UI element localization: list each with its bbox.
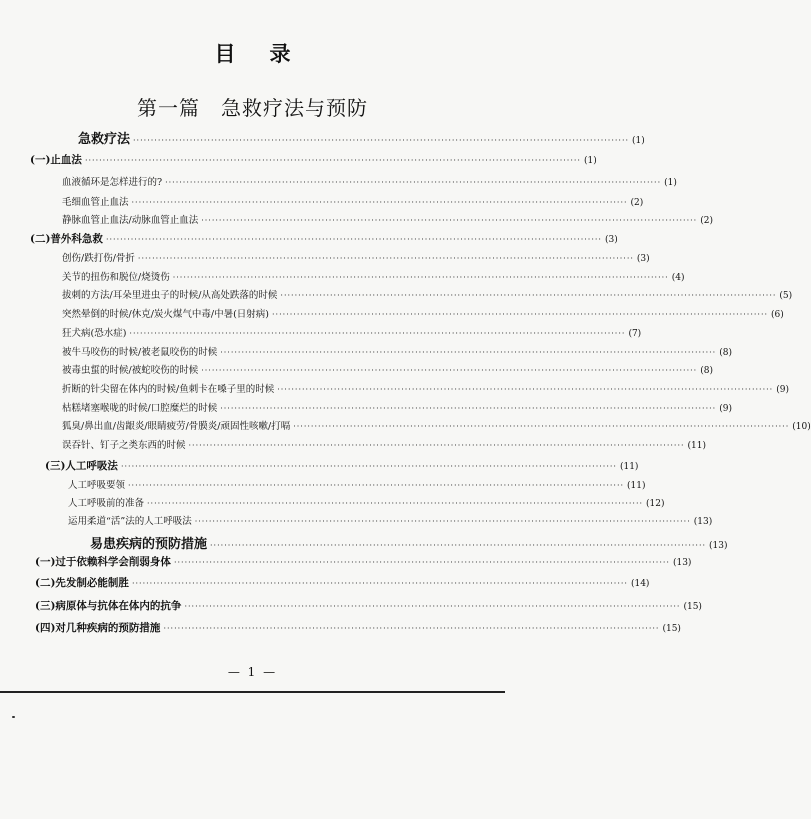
toc-entry-title: (三)病原体与抗体在体内的抗争 — [35, 600, 182, 612]
toc-entry-title: 狂犬病(恐水症) — [62, 328, 127, 339]
toc-entry-title: 被牛马咬伤的时候/被老鼠咬伤的时候 — [62, 347, 218, 358]
toc-entry-title: 突然晕倒的时候/休克/炭火煤气中毒/中暑(日射病) — [62, 309, 270, 320]
toc-leader-dots: ············································································································································ — [165, 178, 662, 187]
toc-entry-title: (四)对几种疾病的预防措施 — [35, 622, 161, 634]
toc-entry[interactable] — [62, 212, 713, 226]
toc-entry-title: 被毒虫蜇的时候/被蛇咬伤的时候 — [62, 365, 199, 376]
toc-leader-dots: ············································································································································ — [210, 541, 707, 550]
page-number: — 1 — — [227, 665, 278, 679]
scan-speck — [12, 716, 15, 718]
toc-leader-dots: ············································································································································ — [128, 481, 625, 490]
toc-entry-page: (7) — [628, 329, 642, 339]
toc-leader-dots: ············································································································································ — [220, 404, 717, 413]
toc-entry-page: (14) — [630, 579, 650, 589]
toc-entry-title: 人工呼吸要领 — [68, 480, 126, 491]
toc-leader-dots: ············································································································································ — [173, 558, 670, 567]
toc-entry-title: 创伤/跌打伤/骨折 — [62, 253, 135, 264]
toc-entry[interactable] — [62, 381, 789, 395]
toc-entry-page: (2) — [630, 198, 644, 208]
toc-entry-page: (1) — [664, 178, 677, 188]
toc-entry-page: (15) — [662, 624, 681, 634]
toc-entry-page: (1) — [632, 136, 645, 146]
toc-leader-dots: ············································································································································ — [184, 602, 681, 611]
toc-entry[interactable] — [90, 533, 728, 552]
toc-entry-page: (13) — [672, 558, 692, 568]
toc-entry[interactable] — [62, 437, 707, 451]
toc-entry-page: (8) — [719, 348, 732, 358]
toc-leader-dots: ············································································································································ — [129, 329, 626, 338]
toc-entry[interactable] — [62, 306, 784, 320]
toc-leader-dots: ············································································································································ — [163, 624, 660, 633]
toc-entry[interactable] — [62, 400, 732, 414]
toc-entry-title: 血液循环是怎样进行的? — [62, 177, 163, 188]
toc-leader-dots: ············································································································································ — [220, 348, 717, 357]
toc-entry-page: (4) — [671, 273, 685, 283]
toc-entry[interactable] — [62, 194, 644, 208]
toc-entry-title: 拔刺的方法/耳朵里进虫子的时候/从高处跌落的时候 — [62, 290, 278, 301]
toc-entry-title: 易患疾病的预防措施 — [90, 537, 208, 552]
toc-entry[interactable] — [45, 458, 639, 473]
toc-entry-title: 狐臭/鼻出血/齿龈炎/眼睛疲劳/骨膜炎/顽固性咳嗽/打嗝 — [62, 421, 291, 432]
toc-entry[interactable] — [68, 513, 713, 527]
toc-entry-title: (三)人工呼吸法 — [45, 460, 118, 472]
toc-leader-dots: ············································································································································ — [131, 579, 628, 588]
toc-entry-page: (11) — [619, 462, 639, 472]
toc-leader-dots: ············································································································································ — [280, 291, 777, 300]
toc-entry[interactable] — [62, 418, 811, 432]
toc-entry[interactable] — [68, 495, 665, 509]
toc-entry[interactable] — [30, 152, 597, 167]
toc-leader-dots: ············································································································································ — [133, 136, 630, 145]
toc-entry-page: (2) — [700, 216, 713, 226]
toc-entry-page: (3) — [604, 235, 618, 245]
toc-entry-title: 枯糕堵塞喉咙的时候/口腔糜烂的时候 — [62, 403, 218, 414]
toc-leader-dots: ············································································································································ — [84, 156, 581, 165]
toc-leader-dots: ············································································································································ — [120, 462, 617, 471]
toc-entry[interactable] — [62, 362, 713, 376]
toc-entry-title: (一)止血法 — [30, 154, 82, 166]
toc-entry-title: (一)过于依赖科学会削弱身体 — [35, 556, 171, 568]
bottom-rule — [0, 691, 505, 693]
toc-leader-dots: ············································································································································ — [293, 422, 790, 431]
toc-entry[interactable] — [62, 344, 732, 358]
toc-entry-title: 急救疗法 — [78, 132, 131, 147]
toc-entry-page: (9) — [776, 385, 789, 395]
toc-entry[interactable] — [62, 325, 642, 339]
toc-entry[interactable] — [35, 554, 692, 569]
toc-leader-dots: ············································································································································ — [277, 385, 774, 394]
toc-leader-dots: ············································································································································ — [194, 517, 691, 526]
toc-entry[interactable] — [35, 598, 702, 613]
toc-entry-page: (1) — [583, 156, 597, 166]
toc-leader-dots: ············································································································································ — [201, 366, 698, 375]
toc-entry-page: (13) — [709, 541, 728, 551]
toc-leader-dots: ············································································································································ — [188, 441, 685, 450]
toc-leader-dots: ············································································································································ — [201, 216, 698, 225]
toc-leader-dots: ············································································································································ — [272, 310, 769, 319]
toc-entry-title: 静脉血管止血法/动脉血管止血法 — [62, 215, 199, 226]
toc-entry-title: 运用柔道“活”法的人工呼吸法 — [68, 516, 192, 527]
toc-entry-page: (11) — [627, 481, 646, 491]
toc-leader-dots: ············································································································································ — [172, 273, 669, 282]
toc-entry-page: (3) — [636, 254, 650, 264]
toc-entry-page: (13) — [693, 517, 713, 527]
toc-entry-title: 人工呼吸前的准备 — [68, 498, 145, 509]
toc-entry-page: (9) — [719, 404, 732, 414]
toc-entry[interactable] — [62, 269, 685, 283]
toc-entry-title: (二)先发制必能制胜 — [35, 577, 129, 589]
toc-entry[interactable] — [78, 128, 645, 147]
toc-entry[interactable] — [62, 287, 793, 301]
toc-entry-page: (12) — [646, 499, 665, 509]
part-heading: 第一篇 急救疗法与预防 — [137, 96, 368, 120]
page-title: 目录 — [214, 42, 325, 66]
toc-entry-title: (二)普外科急救 — [30, 233, 103, 245]
toc-entry-page: (11) — [687, 441, 707, 451]
toc-entry-page: (15) — [683, 602, 702, 612]
toc-leader-dots: ············································································································································ — [137, 254, 634, 263]
toc-entry-page: (8) — [700, 366, 713, 376]
toc-leader-dots: ············································································································································ — [105, 235, 602, 244]
toc-entry[interactable] — [62, 250, 650, 264]
toc-entry[interactable] — [35, 620, 681, 635]
toc-entry-page: (5) — [779, 291, 793, 301]
toc-entry-page: (10) — [792, 422, 811, 432]
toc-entry-title: 关节的扭伤和脱位/烧烫伤 — [62, 272, 170, 283]
toc-entry[interactable] — [68, 477, 646, 491]
toc-entry[interactable] — [30, 231, 618, 246]
toc-entry-title: 误吞针、钉子之类东西的时候 — [62, 440, 186, 451]
toc-leader-dots: ············································································································································ — [147, 499, 644, 508]
toc-entry[interactable] — [62, 174, 677, 188]
toc-entry-title: 毛细血管止血法 — [62, 197, 129, 208]
toc-entry[interactable] — [35, 575, 650, 590]
toc-entry-title: 折断的针尖留在体内的时候/鱼刺卡在嗓子里的时候 — [62, 384, 275, 395]
toc-leader-dots: ············································································································································ — [131, 198, 628, 207]
toc-entry-page: (6) — [771, 310, 784, 320]
